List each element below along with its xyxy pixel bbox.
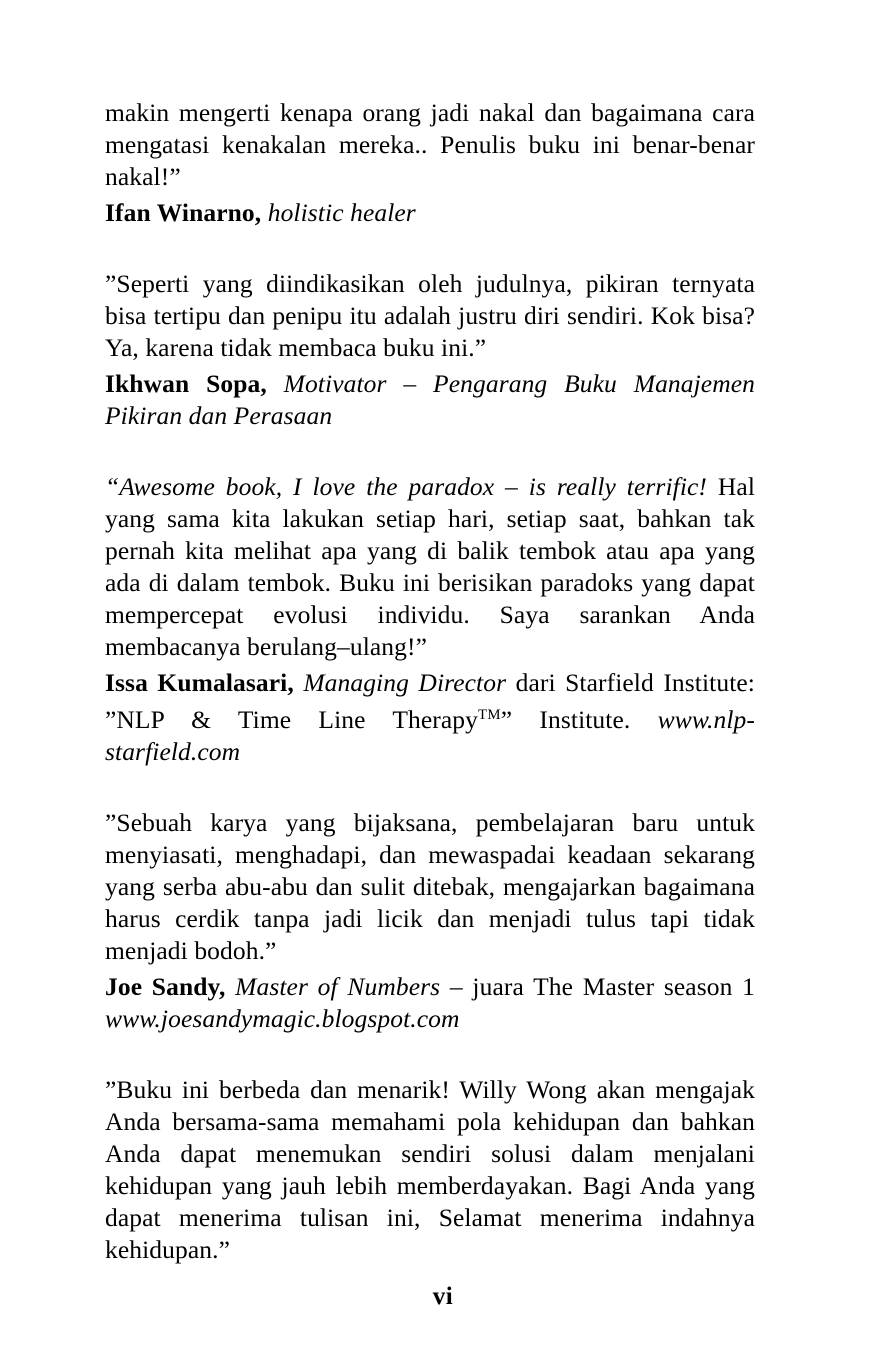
- attribution-role-tail: – juara The Master season 1: [440, 972, 755, 1002]
- testimonial-quote-body: Hal yang sama kita lakukan setiap hari, setiap saat, bahkan tak pernah kita melihat apa yang di balik tembok atau apa yang ada di dalam tembok. Buku ini berisikan paradoks yang dapat mempercepat evolusi individu. Saya sarankan Anda membacanya berulang–ulang!”: [105, 472, 756, 661]
- attribution-role: Managing Director: [303, 668, 507, 697]
- testimonial-quote: [105, 471, 755, 663]
- testimonial-attribution: [105, 667, 755, 768]
- testimonial-quote: ”Sebuah karya yang bijaksana, pembelajaran baru untuk menyiasati, menghadapi, dan mewaspadai keadaan sekarang yang serba abu-abu dan sulit ditebak, mengajarkan bagaimana harus cerdik tanpa jadi licik dan menjadi tulus tapi tidak menjadi bodoh.”: [105, 808, 755, 966]
- page-content: [105, 97, 755, 1266]
- attribution-name: Ikhwan Sopa,: [105, 369, 267, 398]
- testimonial-quote: ”Seperti yang diindikasikan oleh judulnya, pikiran ternyata bisa tertipu dan penipu itu adalah justru diri sendiri. Kok bisa? Ya, karena tidak membaca buku ini.”: [105, 269, 755, 362]
- testimonial-attribution: [105, 368, 755, 432]
- attribution-url: www.nlp-starfield.com: [105, 705, 755, 767]
- trademark-mark: TM: [477, 707, 501, 723]
- attribution-url: www.joesandymagic.blogspot.com: [105, 1004, 460, 1034]
- testimonial-quote: makin mengerti kenapa orang jadi nakal dan bagaimana cara mengatasi kenakalan mereka.. Penulis buku ini benar-benar nakal!”: [105, 98, 755, 191]
- attribution-role-tail-2: ” Institute.: [500, 705, 631, 735]
- page-number: vi: [432, 1283, 454, 1310]
- attribution-name: Joe Sandy,: [105, 972, 226, 1002]
- testimonial-block: [105, 97, 755, 229]
- attribution-role-tail: dari Starfield Institute: ”NLP & Time Line Therapy: [105, 668, 755, 735]
- testimonial-block: [105, 268, 755, 432]
- testimonial-attribution: [105, 971, 755, 1035]
- attribution-role: Motivator – Pengarang Buku Manajemen Pikiran dan Perasaan: [105, 369, 756, 430]
- attribution-role: Master of Numbers: [235, 972, 441, 1002]
- testimonial-block: [105, 1074, 755, 1266]
- testimonial-quote-italic-lead: “Awesome book, I love the paradox – is really terrific!: [105, 472, 708, 501]
- attribution-role: holistic healer: [267, 198, 416, 227]
- testimonial-block: [105, 471, 755, 768]
- attribution-name: Issa Kumalasari,: [105, 668, 294, 697]
- testimonial-block: [105, 807, 755, 1035]
- testimonial-quote: ”Buku ini berbeda dan menarik! Willy Wong akan mengajak Anda bersama-sama memahami pola kehidupan dan bahkan Anda dapat menemukan sendiri solusi dalam menjalani kehidupan yang jauh lebih memberdayakan. Bagi Anda yang dapat menerima tulisan ini, Selamat menerima indahnya kehidupan.”: [105, 1075, 755, 1265]
- attribution-name: Ifan Winarno,: [105, 198, 262, 227]
- testimonial-attribution: [105, 197, 755, 229]
